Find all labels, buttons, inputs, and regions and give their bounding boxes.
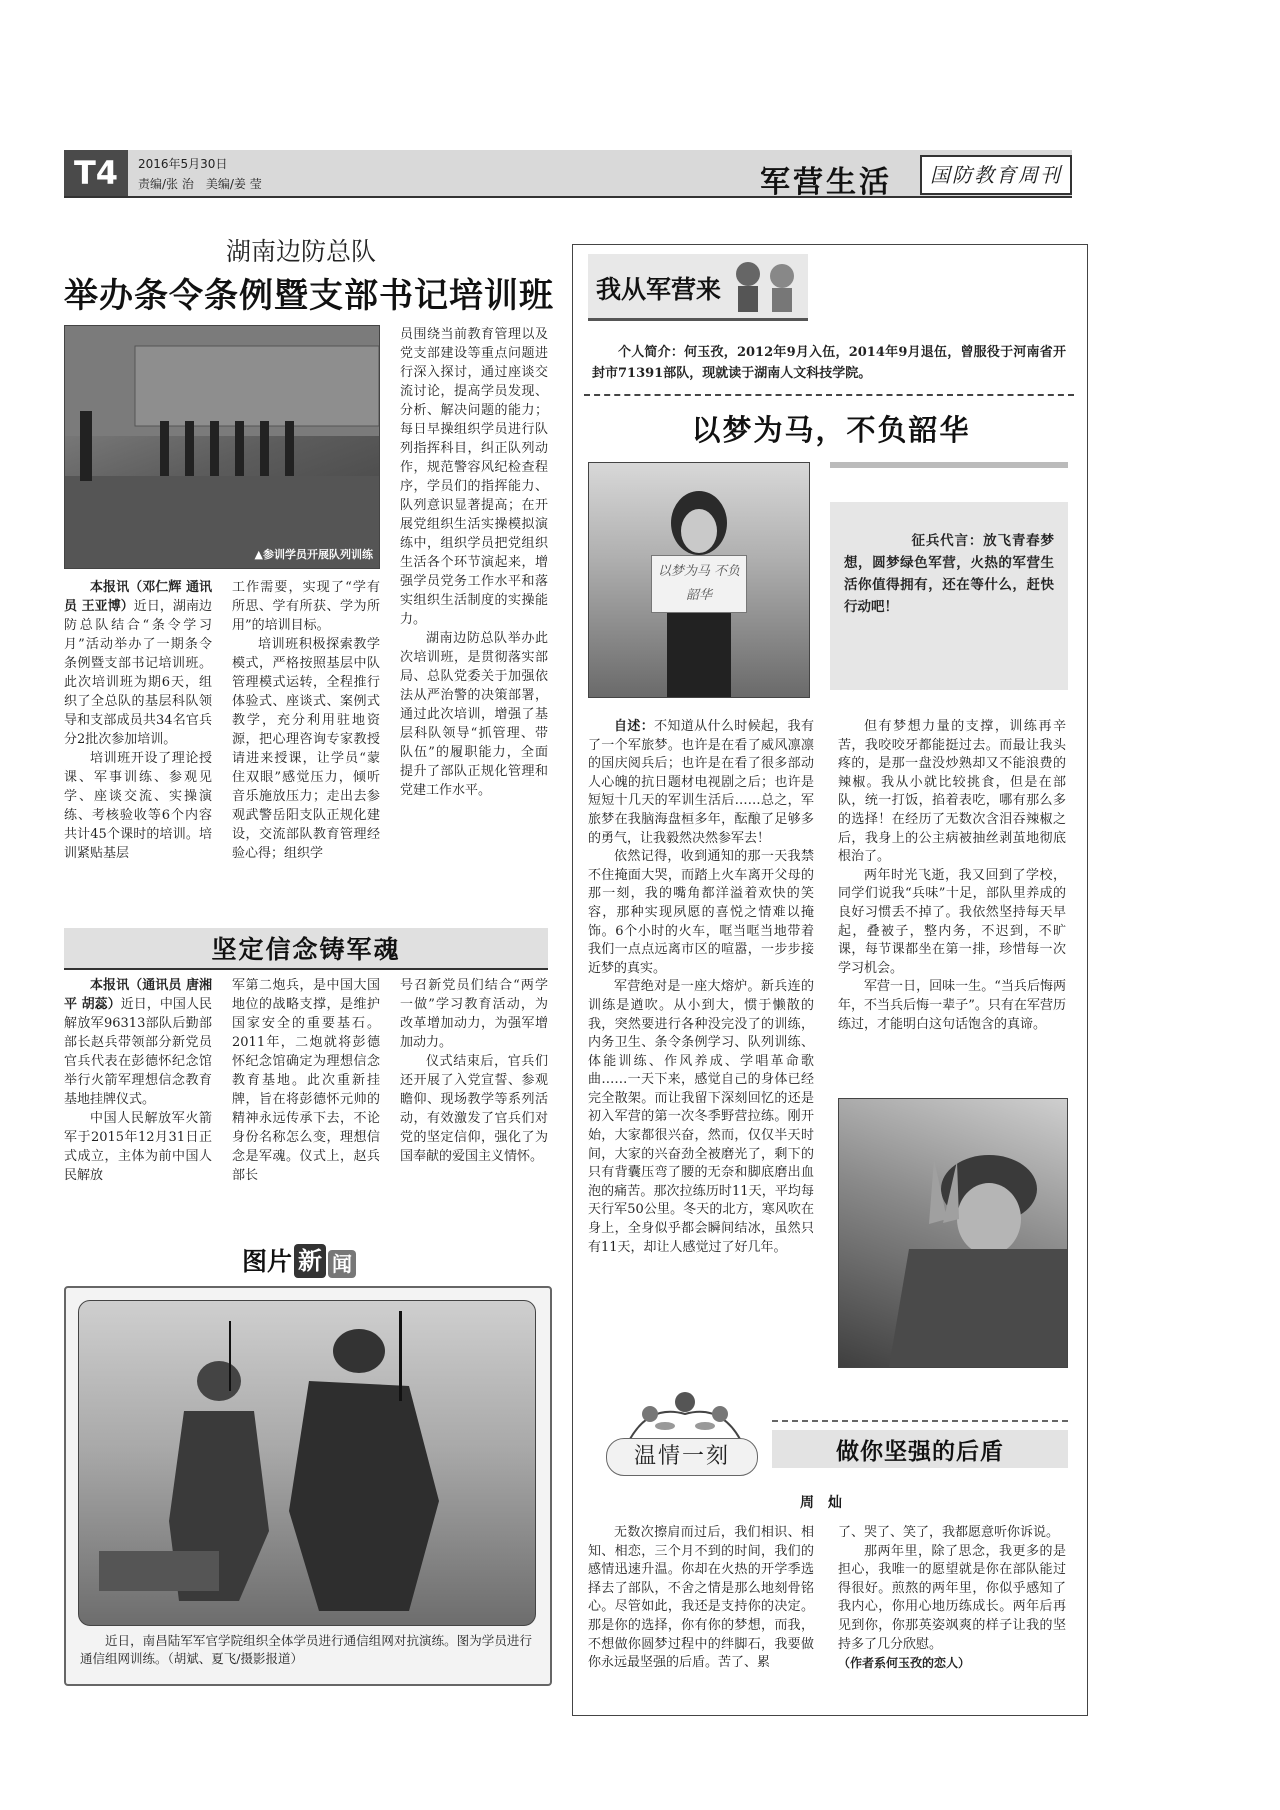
masthead: 国防教育周刊 xyxy=(920,155,1072,195)
article2-col2 xyxy=(232,976,380,1185)
article1-col2-p1: 工作需要，实现了“学有所思、学有所获、学为所用”的培训目标。 xyxy=(232,580,380,633)
article2-col1-p2: 中国人民解放军火箭军于2015年12月31日正式成立，主体为前中国人民解放 xyxy=(64,1111,212,1183)
feature-col1-lead: 自述： xyxy=(614,719,655,734)
article2-col3-p1: 号召新党员们结合“两学一做”学习教育活动，为改革增加动力，为强军增加动力。 xyxy=(400,978,548,1050)
feature-col2-p1: 但有梦想力量的支撑，训练再辛苦，我咬咬牙都能挺过去。而最让我头疼的，是那一盘没炒熟却又不能浪费的辣椒。我从小就比较挑食，但是在部队，统一打饭，掐着表吃，哪有那么多的选择！在经历了无数次含泪吞辣椒之后，我身上的公主病被抽丝剥茧地彻底根治了。 xyxy=(838,719,1066,865)
feature-photo-soldier xyxy=(838,1098,1068,1368)
article1-col1-p1: 近日，湖南边防总队结合“条令学习月”活动举办了一期条令条例暨支部书记培训班。此次培训班为期6天，组织了全总队的基层科队领导和支部成员共34名官兵分2批次参加培训。 xyxy=(64,599,212,747)
page-code: T4 xyxy=(64,150,128,196)
article1-kicker: 湖南边防总队 xyxy=(226,237,377,266)
article1-col3-p1: 员围绕当前教育管理以及党支部建设等重点问题进行深入探讨，通过座谈交流讨论，提高学员发现、分析、解决问题的能力；每日早操组织学员进行队列指挥科目，纠正队列动作，规范警容风纪检查程序，学员们的指挥能力、队列意识显著提高；在开展党组织生活实操模拟演练中，组织学员把党组织生活各个环节演起来，增强学员党务工作水平和落实组织生活制度的实操能力。 xyxy=(400,327,548,627)
quote-text: 放飞青春梦想，圆梦绿色军营，火热的军营生活你值得拥有，还在等什么，赶快行动吧！ xyxy=(844,533,1055,615)
moment-col2-p2: 那两年里，除了思念，我更多的是担心，我唯一的愿望就是你在部队能过得很好。煎熬的两年里，你似乎感知了我内心，你用心地历练成长。两年后再见到你，你那英姿飒爽的样子让我的坚持多了几分欣慰。 xyxy=(838,1543,1066,1652)
article2-col3 xyxy=(400,976,548,1166)
moment-col1 xyxy=(588,1524,814,1673)
quote-box xyxy=(830,502,1068,690)
moment-divider xyxy=(772,1420,1068,1422)
article2-col1 xyxy=(64,976,212,1185)
moment-note: （作者系何玉孜的恋人） xyxy=(838,1656,971,1671)
article1-col2 xyxy=(232,578,380,863)
feature-col1-p3: 军营绝对是一座大熔炉。新兵连的训练是遒吹。从小到大，惯于懒散的我，突然要进行各种没完没了的训练，内务卫生、条令条例学习、队列训练、体能训练、作风养成、学唱革命歌曲……一天下来，感觉自己的身体已经完全散架。而让我留下深刻回忆的还是初入军营的第一次冬季野营拉练。刚开始，大家都很兴奋，然而，仅仅半天时间，大家的兴奋劲全被磨光了，剩下的只有背囊压弯了腰的无奈和脚底磨出血泡的痛苦。那次拉练历时11天，平均每天行军50公里。冬天的北方，寒风吹在身上，全身似乎都会瞬间结冰，虽然只有11天，却让人感觉过了好几年。 xyxy=(588,979,814,1255)
feature-col2-p2: 两年时光飞逝，我又回到了学校，同学们说我“兵味”十足，部队里养成的良好习惯丢不掉了。我依然坚持每天早起，叠被子，整内务，不迟到，不旷课，每节课都坐在第一排，珍惜每一次学习机会。 xyxy=(838,867,1066,976)
feature-banner xyxy=(588,254,808,321)
photo-news-frame xyxy=(64,1286,552,1686)
editors: 责编/张 治 美编/姜 莹 xyxy=(138,177,262,191)
article2-title: 坚定信念铸军魂 xyxy=(211,935,401,964)
feature-col2 xyxy=(838,718,1066,1034)
soldier-victory-illustration xyxy=(839,1099,1067,1367)
article1-col3 xyxy=(400,325,548,800)
moment-author: 周 灿 xyxy=(800,1495,842,1511)
moment-col2-p1: 了、哭了、笑了，我都愿意听你诉说。 xyxy=(838,1525,1060,1540)
article1-col2-p2: 培训班积极探索教学模式，严格按照基层中队管理模式运转，全程推行体验式、座谈式、案例式教学，充分利用驻地资源，把心理咨询专家教授请进来授课，让学员“蒙住双眼”感觉压力，倾听音乐施放压力；走出去参观武警岳阳支队正规化建设，交流部队教育管理经验心得；组织学 xyxy=(232,637,380,861)
article1-byline: 本报讯（邓仁辉 通讯员 王亚博） xyxy=(64,580,212,614)
photo-news-label-b: 新 xyxy=(294,1244,326,1278)
feature-photo-girl xyxy=(588,462,810,698)
article2-col3-p2: 仪式结束后，官兵们还开展了入党宣誓、参观瞻仰、现场教学等系列活动，有效激发了官兵们对党的坚定信仰，强化了为国奉献的爱国主义情怀。 xyxy=(400,1054,548,1164)
article1-col1-p2: 培训班开设了理论授课、军事训练、参观见学、座谈交流、实操演练、考核验收等6个内容共计45个课时的培训。培训紧贴基层 xyxy=(64,751,212,861)
feature-col1-p2: 依然记得，收到通知的那一天我禁不住掩面大哭，而踏上火车离开父母的那一刻，我的嘴角都洋溢着欢快的笑容，那种实现夙愿的喜悦之情难以掩饰。6个小时的火车，哐当哐当地带着我们一点点远离市区的喧嚣，一步步接近梦的真实。 xyxy=(588,849,814,976)
quote-label: 征兵代言： xyxy=(911,533,984,549)
formation-illustration xyxy=(65,326,379,568)
article2-col2-p1: 军第二炮兵，是中国大国地位的战略支撑，是维护国家安全的重要基石。2011年，二炮就将彭德怀纪念馆确定为理想信念教育基地。此次重新挂牌，旨在将彭德怀元帅的精神永远传承下去，不论身份名称怎么变，理想信念是军魂。仪式上，赵兵部长 xyxy=(232,978,380,1183)
moment-flowers xyxy=(610,1384,760,1444)
article1-photo xyxy=(64,325,380,569)
article1-photo-caption: ▲参训学员开展队列训练 xyxy=(254,548,373,561)
feature-profile: 个人简介：何玉孜，2012年9月入伍，2014年9月退伍，曾服役于河南省开封市71391部队，现就读于湖南人文科技学院。 xyxy=(592,345,1066,381)
article1-col1 xyxy=(64,578,212,863)
feature-banner-text: 我从军营来 xyxy=(596,275,722,304)
quote-top-bar xyxy=(830,462,1068,468)
article1-col3-p2: 湖南边防总队举办此次培训班，是贯彻落实部局、总队党委关于加强依法从严治警的决策部署，通过此次培训，增强了基层科队领导“抓管理、带队伍”的履职能力，全面提升了部队正规化管理和党建工作水平。 xyxy=(400,631,548,798)
issue-date: 2016年5月30日 xyxy=(138,157,228,171)
flower-icon xyxy=(610,1384,760,1444)
soldiers-illustration xyxy=(79,1301,535,1625)
profile-divider xyxy=(584,394,1074,396)
photo-news-label xyxy=(242,1236,356,1278)
moment-col2 xyxy=(838,1524,1066,1673)
handwritten-sign: 以梦为马 不负韶华 xyxy=(651,555,747,613)
feature-col2-p3: 军营一日，回味一生。“当兵后悔两年，不当兵后悔一辈子”。只有在军营历练过，才能明白这句话饱含的真谛。 xyxy=(838,979,1066,1032)
photo-news-label-a: 图片 xyxy=(242,1247,293,1276)
moment-title: 做你坚强的后盾 xyxy=(836,1439,1004,1465)
photo-news-caption: 近日，南昌陆军军官学院组织全体学员进行通信组网对抗演练。图为学员进行通信组网训练。（胡斌、夏飞/摄影报道） xyxy=(80,1633,532,1666)
moment-label: 温情一刻 xyxy=(606,1438,758,1476)
moment-col1-p1: 无数次擦肩而过后，我们相识、相知、相恋，三个月不到的时间，我们的感情迅速升温。你却在火热的开学季选择去了部队，不舍之情是那么地刻骨铭心。尽管如此，我还是支持你的决定。那是你的选择，你有你的梦想，而我，不想做你圆梦过程中的绊脚石，我要做你永远最坚强的后盾。苦了、累 xyxy=(588,1525,814,1671)
quote-text-block xyxy=(844,530,1054,618)
photo-news-image xyxy=(78,1300,536,1626)
article2-col1-p1: 近日，中国人民解放军96313部队后勤部部长赵兵带领部分新党员官兵代表在彭德怀纪念馆举行火箭军理想信念教育基地挂牌仪式。 xyxy=(64,997,212,1107)
feature-title: 以梦为马，不负韶华 xyxy=(691,413,971,447)
feature-col1 xyxy=(588,718,814,1257)
photo-news-label-c: 闻 xyxy=(328,1250,356,1278)
feature-col1-p1: 不知道从什么时候起，我有了一个军旅梦。也许是在看了威风凛凛的国庆阅兵后；也许是在看了很多部动人心魄的抗日题材电视剧之后；也许是短短十几天的军训生活后……总之，军旅梦在我脑海盘桓多年，酝酿了足够多的勇气，让我毅然决然参军去！ xyxy=(588,719,814,846)
article2-byline: 本报讯（通讯员 唐湘平 胡蕊） xyxy=(64,978,212,1012)
article1-title: 举办条令条例暨支部书记培训班 xyxy=(64,276,554,316)
cartoon-soldiers-icon xyxy=(726,256,806,316)
section-title: 军营生活 xyxy=(760,165,892,200)
